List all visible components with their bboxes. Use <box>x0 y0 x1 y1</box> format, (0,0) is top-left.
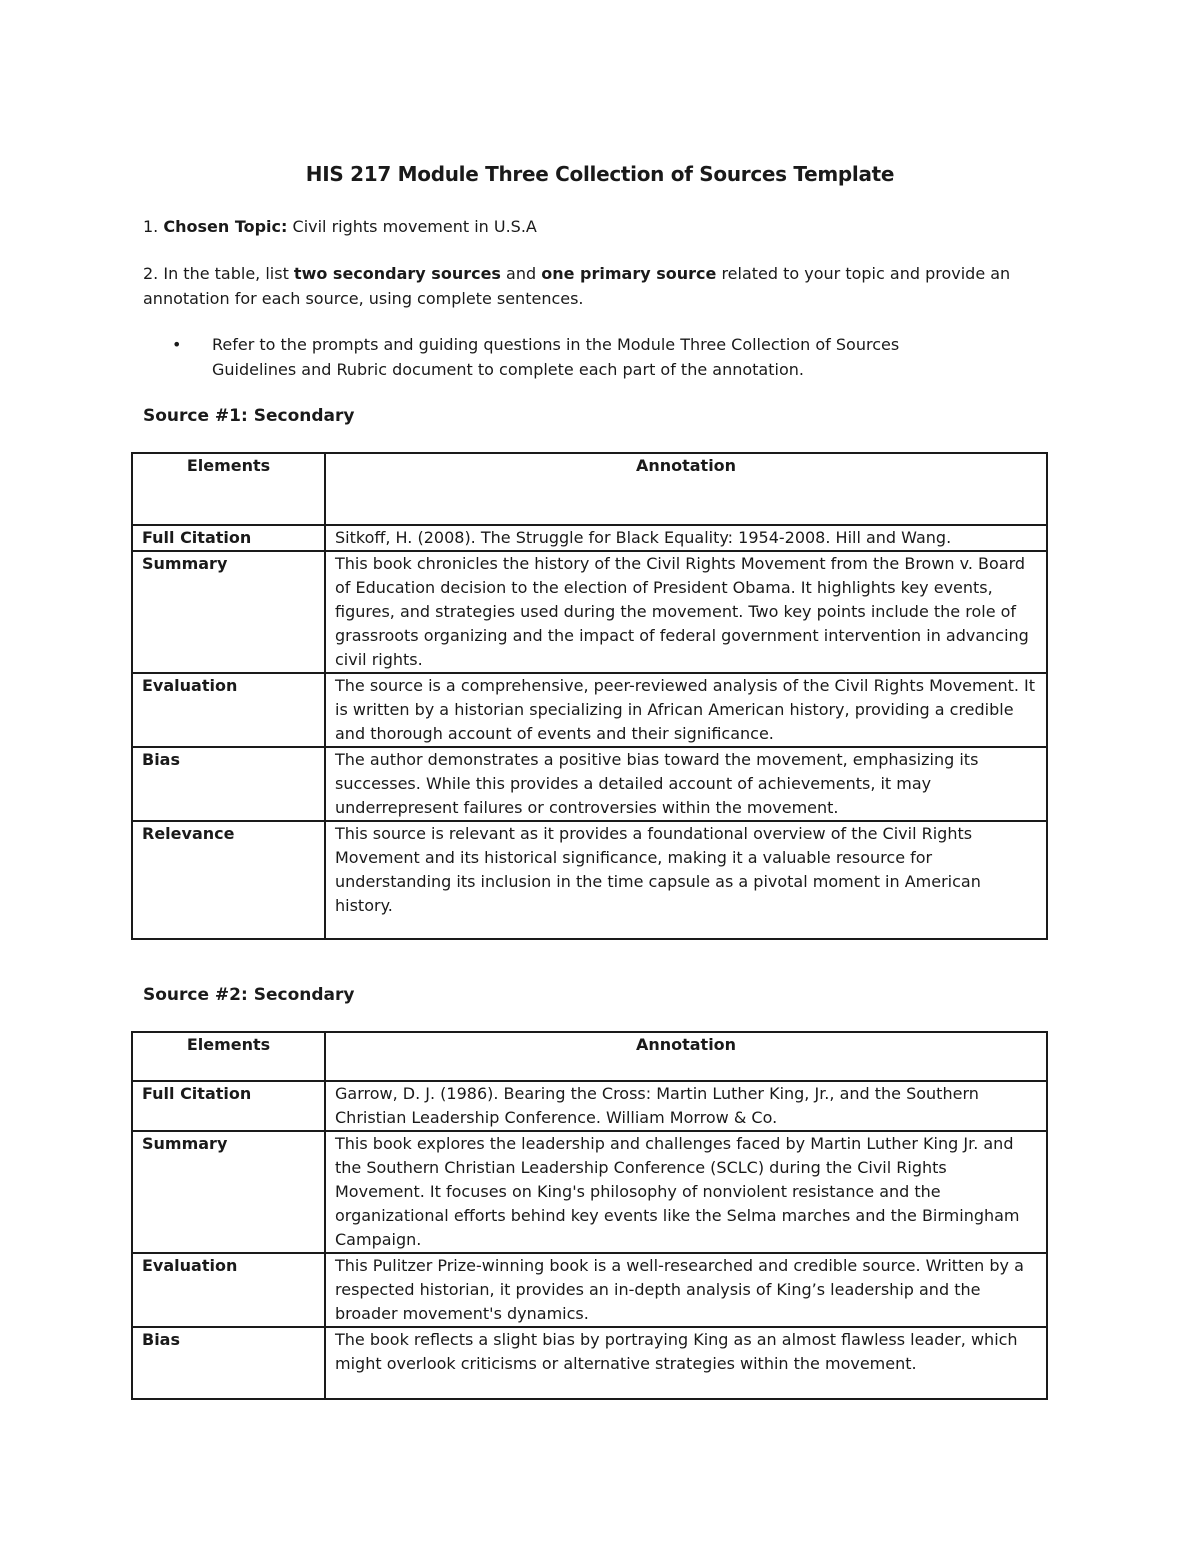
row-text: The author demonstrates a positive bias toward the movement, emphasizing its successes. While this provides a detailed account of achievements, it may underrepresent failures or controversies within the movement. <box>325 747 1047 821</box>
source2-heading: Source #2: Secondary <box>143 985 355 1005</box>
source2-table <box>131 1031 1048 1400</box>
row-text: This source is relevant as it provides a foundational overview of the Civil Rights Movement and its historical significance, making it a valuable resource for understanding its inclusion in the time capsule as a pivotal moment in American history. <box>325 821 1047 939</box>
row-text: This Pulitzer Prize-winning book is a well-researched and credible source. Written by a respected historian, it provides an in-depth analysis of King’s leadership and the broader movement's dynamics. <box>325 1253 1047 1327</box>
topic-label: Chosen Topic: <box>163 217 288 236</box>
table-row-evaluation <box>132 673 1047 747</box>
document-title: HIS 217 Module Three Collection of Sources Template <box>305 162 895 186</box>
table-row-relevance <box>132 821 1047 939</box>
source1-table <box>131 452 1048 940</box>
table-row-full-citation <box>132 1081 1047 1131</box>
header-elements: Elements <box>132 453 325 525</box>
header-annotation: Annotation <box>325 1032 1047 1081</box>
instruction-paragraph <box>143 261 1073 311</box>
instruction-bold-secondary: two secondary sources <box>293 264 501 283</box>
bullet-dot-icon: • <box>172 335 182 354</box>
table-header-row <box>132 1032 1047 1081</box>
table-row-evaluation <box>132 1253 1047 1327</box>
row-text: Sitkoff, H. (2008). The Struggle for Black Equality: 1954-2008. Hill and Wang. <box>325 525 1047 551</box>
topic-value: Civil rights movement in U.S.A <box>292 217 537 236</box>
row-label: Evaluation <box>132 673 325 747</box>
table-row-full-citation <box>132 525 1047 551</box>
row-text: The source is a comprehensive, peer-reviewed analysis of the Civil Rights Movement. It is written by a historian specializing in African American history, providing a credible and thorough account of events and their significance. <box>325 673 1047 747</box>
instruction-prefix: 2. In the table, list <box>143 264 294 283</box>
row-label: Bias <box>132 747 325 821</box>
row-label: Full Citation <box>132 525 325 551</box>
row-label: Full Citation <box>132 1081 325 1131</box>
instruction-mid: and <box>500 264 542 283</box>
row-text: This book explores the leadership and challenges faced by Martin Luther King Jr. and the Southern Christian Leadership Conference (SCLC) during the Civil Rights Movement. It focuses on King's philosophy of nonviolent resistance and the organizational efforts behind key events like the Selma marches and the Birmingham Campaign. <box>325 1131 1047 1253</box>
instruction-bold-primary: one primary source <box>541 264 717 283</box>
row-label: Summary <box>132 551 325 673</box>
row-text: Garrow, D. J. (1986). Bearing the Cross: Martin Luther King, Jr., and the Southern Christian Leadership Conference. William Morrow & Co. <box>325 1081 1047 1131</box>
table-header-row <box>132 453 1047 525</box>
topic-number: 1. <box>143 217 159 236</box>
source1-heading: Source #1: Secondary <box>143 406 355 426</box>
table-row-bias <box>132 1327 1047 1399</box>
instruction-suffix: related to your topic and provide an annotation for each source, using complete sentences. <box>143 264 1011 308</box>
chosen-topic-line <box>143 214 1073 239</box>
header-elements: Elements <box>132 1032 325 1081</box>
row-label: Bias <box>132 1327 325 1399</box>
table-row-summary <box>132 1131 1047 1253</box>
row-label: Summary <box>132 1131 325 1253</box>
row-text: The book reflects a slight bias by portraying King as an almost flawless leader, which might overlook criticisms or alternative strategies within the movement. <box>325 1327 1047 1399</box>
row-label: Relevance <box>132 821 325 939</box>
table-row-summary <box>132 551 1047 673</box>
row-text: This book chronicles the history of the Civil Rights Movement from the Brown v. Board of Education decision to the election of President Obama. It highlights key events, figures, and strategies used during the movement. Two key points include the role of grassroots organizing and the impact of federal government intervention in advancing civil rights. <box>325 551 1047 673</box>
bullet-text: Refer to the prompts and guiding questions in the Module Three Collection of Sources Guidelines and Rubric document to complete each part of the annotation. <box>212 335 900 379</box>
header-annotation: Annotation <box>325 453 1047 525</box>
table-row-bias <box>132 747 1047 821</box>
row-label: Evaluation <box>132 1253 325 1327</box>
